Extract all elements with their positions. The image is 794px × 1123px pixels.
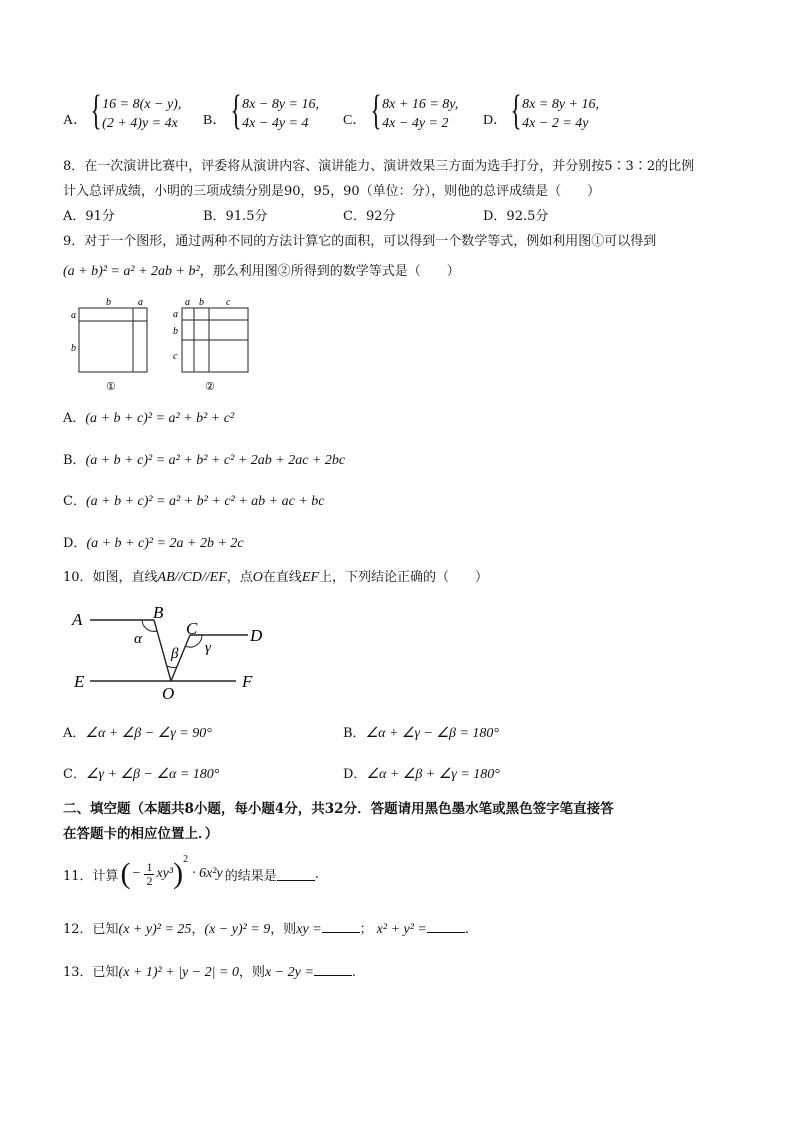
q10-option-c-expr: ∠γ + ∠β − ∠α = 180°: [85, 767, 220, 782]
q10-stem-b: ，点: [226, 570, 253, 585]
fig1-caption: ①: [106, 380, 116, 393]
q7-d-row2: 4x − 2 = 4y: [522, 115, 589, 131]
q10-option-d: [343, 763, 500, 783]
q8-option-b: B．91.5分: [203, 209, 268, 224]
q9-option-b-expr: (a + b + c)² = a² + b² + c² + 2ab + 2ac + 2bc: [85, 453, 346, 468]
q10-figure: [68, 600, 278, 704]
q9-option-d-expr: (a + b + c)² = 2a + 2b + 2c: [86, 536, 244, 551]
q11-suffix: 的结果是: [224, 868, 277, 884]
fig1-left-label-a: a: [71, 310, 76, 321]
q9-option-c-label: C．: [63, 494, 86, 509]
segment-bo: [154, 620, 171, 681]
q7-d-row1: 8x = 8y + 16,: [522, 96, 599, 112]
q9-option-d: [63, 532, 244, 552]
q10-option-c: [63, 763, 219, 783]
fig1-outer-square: [79, 308, 147, 372]
q9-option-a: [63, 407, 234, 427]
label-o: O: [162, 684, 175, 703]
q11-mult: · 6x²y: [192, 866, 223, 881]
q8-option-c: C．92分: [343, 209, 396, 224]
fig2-left-label-c: c: [173, 351, 178, 362]
fig1-left-label-b: b: [71, 343, 76, 354]
q10-option-a: [63, 722, 212, 742]
q7-b-row1: 8x − 8y = 16,: [242, 96, 319, 112]
q12-sep: ，: [191, 922, 205, 937]
q11-frac-num: 1: [146, 859, 153, 874]
q7-option-d-label: D．: [483, 113, 508, 128]
q11: [63, 852, 319, 896]
label-alpha: α: [134, 631, 142, 647]
q12-ask1: xy =: [296, 922, 322, 937]
q12: [63, 918, 469, 938]
q10-option-c-label: C．: [63, 767, 86, 782]
q12-period: .: [464, 922, 470, 937]
q10-stem-math1: AB//CD//EF: [157, 570, 227, 585]
q11-power: 2: [183, 854, 189, 865]
fig2-caption: ②: [205, 380, 215, 393]
q11-close-paren: ): [173, 857, 184, 890]
q7-a-row2: (2 + 4)y = 4x: [102, 115, 178, 131]
q9-stem-tail: ，那么利用图②所得到的数学等式是（ ）: [199, 264, 460, 279]
q12-ask2: x² + y² =: [376, 922, 427, 937]
q13-ask: x − 2y =: [265, 965, 314, 980]
q9-option-a-label: A．: [63, 411, 86, 426]
q11-minus: −: [132, 866, 141, 881]
brace-icon: {: [510, 88, 522, 134]
q7-option-a-label: A．: [63, 113, 88, 128]
q10-stem-math3: EF: [301, 570, 320, 585]
q10-option-a-expr: ∠α + ∠β − ∠γ = 90°: [85, 726, 212, 741]
q7-option-d-system: [506, 88, 599, 134]
q12-blank-1: [322, 920, 360, 933]
angle-beta-arc: [167, 666, 177, 667]
brace-icon: {: [90, 88, 102, 134]
q9-option-c-expr: (a + b + c)² = a² + b² + c² + ab + ac + bc: [85, 494, 325, 509]
q10-stem: [63, 566, 488, 586]
label-e: E: [74, 672, 85, 691]
fig2-top-label-a: a: [185, 297, 190, 308]
q8-option-a: A．91分: [63, 209, 115, 224]
q7-option-b-system: [226, 88, 319, 134]
q12-eq1: (x + y)² = 25: [118, 922, 192, 937]
q13-mid: ，则: [238, 965, 265, 980]
q10-option-b: [343, 722, 499, 742]
q11-period: .: [314, 866, 319, 882]
q10-stem-d: 上，下列结论正确的（ ）: [319, 570, 489, 585]
q13-period: .: [351, 965, 356, 980]
fig2-left-label-a: a: [173, 309, 178, 320]
q7-option-b-label: B．: [203, 113, 227, 128]
q9-stem-line2: [63, 260, 460, 280]
q9-option-b-label: B．: [63, 453, 86, 468]
q7-b-row2: 4x − 4y = 4: [242, 115, 309, 131]
label-f: F: [242, 672, 253, 691]
q9-stem-line1: 9．对于一个图形，通过两种不同的方法计算它的面积，可以得到一个数学等式，例如利用图①可以得到: [63, 234, 657, 249]
q11-answer-blank: [277, 868, 315, 881]
q9-option-c: [63, 490, 325, 510]
q13-prefix: 13．已知: [63, 965, 119, 980]
q11-prefix: 11．计算: [63, 868, 119, 884]
q10-stem-math2: O: [252, 570, 263, 585]
section2-heading-line1: 二、填空题（本题共8小题，每小题4分，共32分．答题请用黑色墨水笔或黑色签字笔直接答: [63, 801, 614, 817]
q11-fraction: [144, 861, 154, 888]
label-gamma: γ: [205, 640, 211, 656]
q10-option-d-label: D．: [343, 767, 367, 782]
fig2-top-label-c: c: [226, 297, 231, 308]
q7-option-c-label: C．: [343, 113, 367, 128]
q12-mid: ，则: [270, 922, 297, 937]
q13: [63, 961, 356, 981]
q12-prefix: 12．已知: [63, 922, 119, 937]
q10-stem-a: 10．如图，直线: [63, 570, 158, 585]
q13-eq: (x + 1)² + |y − 2| = 0: [118, 965, 239, 980]
section2-heading-line2: 在答题卡的相应位置上．）: [63, 826, 219, 842]
q7-a-row1: 16 = 8(x − y),: [102, 96, 182, 112]
q7-option-a-system: [86, 88, 182, 134]
fig2-top-label-b: b: [199, 297, 204, 308]
q9-example-identity: (a + b)² = a² + 2ab + b²: [63, 264, 200, 279]
q12-eq2: (x − y)² = 9: [204, 922, 271, 937]
q12-semi: ；: [359, 922, 373, 937]
q9-option-d-label: D．: [63, 536, 87, 551]
q9-option-b: [63, 449, 345, 469]
q10-option-b-expr: ∠α + ∠γ − ∠β = 180°: [365, 726, 499, 741]
q10-option-d-expr: ∠α + ∠β + ∠γ = 180°: [366, 767, 500, 782]
fig1-top-label-a: a: [138, 297, 143, 308]
fig1-top-label-b: b: [106, 297, 111, 308]
q8-stem-line2: 计入总评成绩，小明的三项成绩分别是90，95，90（单位：分），则他的总评成绩是（ ）: [63, 184, 601, 199]
q10-option-a-label: A．: [63, 726, 86, 741]
q8-stem-line1: 8．在一次演讲比赛中，评委将从演讲内容、演讲能力、演讲效果三方面为选手打分，并分别按5∶3∶2的比例: [63, 159, 695, 174]
q10-option-b-label: B．: [343, 726, 366, 741]
label-a: A: [72, 610, 83, 629]
label-beta: β: [171, 646, 179, 662]
label-d: D: [250, 626, 263, 645]
brace-icon: {: [230, 88, 242, 134]
brace-icon: {: [370, 88, 382, 134]
q12-blank-2: [427, 920, 465, 933]
q9-option-a-expr: (a + b + c)² = a² + b² + c²: [85, 411, 235, 426]
q8-option-d: D．92.5分: [483, 209, 549, 224]
q7-c-row2: 4x − 4y = 2: [382, 115, 449, 131]
q11-tail: xy³: [156, 866, 174, 881]
q10-stem-c: 在直线: [262, 570, 302, 585]
q9-figure-2: [173, 297, 248, 393]
fig2-left-label-b: b: [173, 326, 178, 337]
q7-option-c-system: [366, 88, 459, 134]
q13-blank: [314, 963, 352, 976]
q9-figures: [62, 296, 262, 396]
label-c: C: [186, 619, 198, 638]
q11-frac-den: 2: [146, 873, 153, 888]
label-b: B: [153, 603, 164, 622]
q11-open-paren: (: [120, 857, 131, 890]
q7-c-row1: 8x + 16 = 8y,: [382, 96, 459, 112]
q9-figure-1: [71, 297, 147, 393]
